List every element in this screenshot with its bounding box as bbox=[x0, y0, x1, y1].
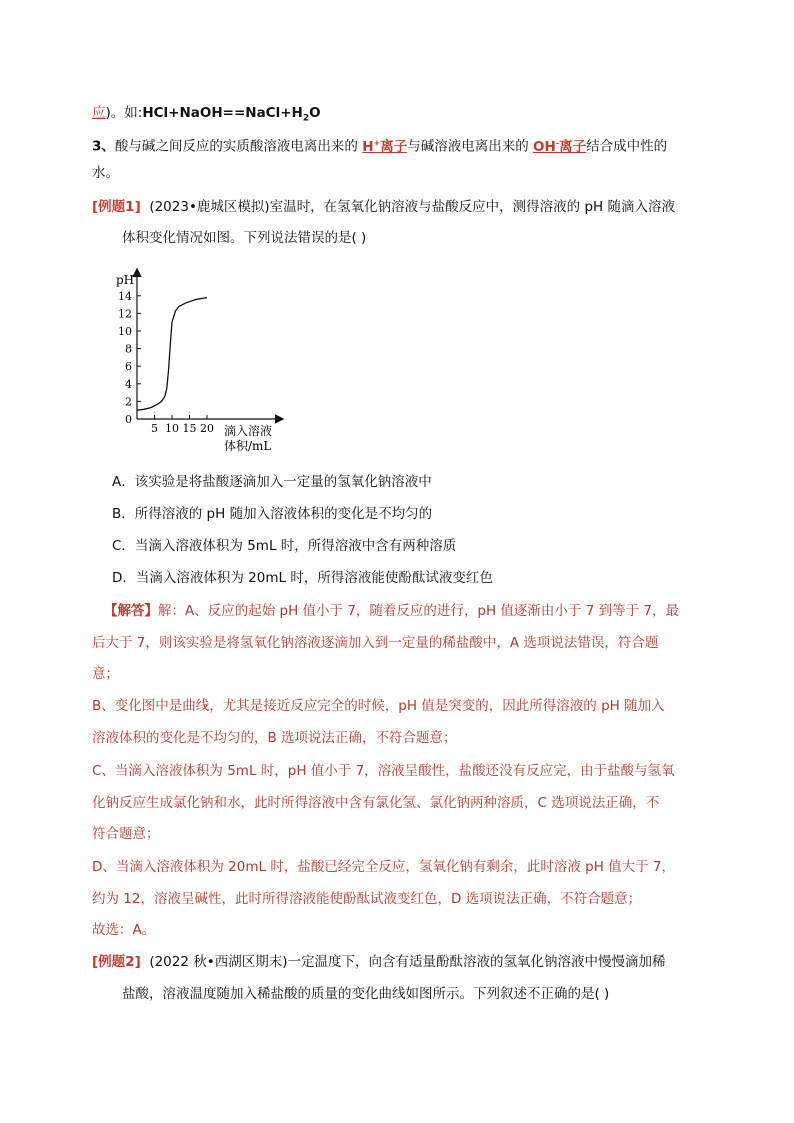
answer-line-11: 故选：A。 bbox=[92, 922, 156, 938]
y-tick-label: 0 bbox=[125, 413, 132, 426]
y-tick-label: 4 bbox=[125, 377, 132, 391]
formula: $HCl+NaOH==NaCl+H_2O$ bbox=[142, 105, 321, 124]
intro-text: )。如: bbox=[105, 105, 143, 121]
point-number: 3、 bbox=[92, 138, 115, 155]
option-d: D．当滴入溶液体积为 20mL 时，所得溶液能使酚酞试液变红色 bbox=[112, 570, 493, 586]
x-axis-label-line1: 滴入溶液 bbox=[224, 424, 273, 438]
answer-line-4: B、变化图中是曲线，尤其是接近反应完全的时候，pH 值是突变的，因此所得溶液的 pH 随加入 bbox=[92, 698, 665, 714]
x-axis-label-line2: 体积/mL bbox=[224, 439, 272, 453]
ph-curve bbox=[137, 298, 207, 411]
option-c: C．当滴入溶液体积为 5mL 时，所得溶液中含有两种溶质 bbox=[112, 538, 457, 554]
answer-line-3: 意； bbox=[92, 666, 119, 682]
answer-line-8: 符合题意； bbox=[92, 826, 160, 842]
option-a: A．该实验是将盐酸逐滴加入一定量的氢氧化钠溶液中 bbox=[112, 474, 432, 490]
option-b: B．所得溶液的 pH 随加入溶液体积的变化是不均匀的 bbox=[112, 506, 433, 522]
example-1-line2: 体积变化情况如图。下列说法错误的是( ) bbox=[122, 230, 367, 246]
y-tick-label: 10 bbox=[118, 325, 132, 338]
example-2-line2: 盐酸，溶液温度随加入稀盐酸的质量的变化曲线如图所示。下列叙述不正确的是( ) bbox=[122, 986, 610, 1002]
h-ion-answer: H+离子 bbox=[362, 138, 408, 155]
example-2-tag: [例题2] bbox=[92, 954, 141, 970]
example-2-text: (2022 秋•西湖区期末)一定温度下，向含有适量酚酞溶液的氢氧化钠溶液中慢慢滴加稀 bbox=[149, 954, 666, 970]
answer-line-5: 溶液体积的变化是不均匀的，B 选项说法正确，不符合题意； bbox=[92, 730, 457, 746]
answer-line-9: D、当滴入溶液体积为 20mL 时，盐酸已经完全反应，氢氧化钠有剩余，此时溶液 pH 值大于 7， bbox=[92, 859, 676, 875]
y-tick-label: 2 bbox=[125, 395, 132, 409]
y-tick-label: 8 bbox=[125, 342, 132, 356]
point-text-b: 与碱溶液电离出来的 bbox=[407, 138, 534, 155]
x-tick-label: 5 bbox=[151, 422, 158, 435]
answer-line-7: 化钠反应生成氯化钠和水，此时所得溶液中含有氯化氢、氯化钠两种溶质，C 选项说法正确，不 bbox=[92, 795, 660, 811]
y-axis-label: pH bbox=[116, 273, 135, 287]
y-tick-label: 12 bbox=[118, 307, 132, 321]
answer-line-2: 后大于 7，则该实验是将氢氧化钠溶液逐滴加入到一定量的稀盐酸中，A 选项说法错误，符合题 bbox=[92, 635, 659, 651]
y-tick-label: 6 bbox=[125, 360, 132, 374]
answer-line-1: 【解答】解：A、反应的起始 pH 值小于 7，随着反应的进行，pH 值逐渐由小于 7 到等于 7，最 bbox=[104, 603, 679, 619]
intro-line bbox=[92, 104, 321, 128]
y-tick-label: 14 bbox=[118, 289, 132, 303]
x-tick-label: 15 bbox=[182, 422, 197, 435]
example-2-line1 bbox=[92, 953, 665, 971]
example-1-line1 bbox=[92, 198, 675, 216]
x-tick-label: 20 bbox=[200, 422, 214, 435]
underlined-fragment: 应 bbox=[92, 105, 106, 121]
answer-tag: 【解答】 bbox=[104, 603, 158, 619]
example-1-tag: [例题1] bbox=[92, 199, 141, 215]
x-tick-label: 10 bbox=[165, 422, 179, 435]
answer-line-6: C、当滴入溶液体积为 5mL 时，pH 值小于 7，溶液呈酸性，盐酸还没有反应完，由于盐酸与氢氧 bbox=[92, 763, 675, 779]
example-1-text: (2023•鹿城区模拟)室温时，在氢氧化钠溶液与盐酸反应中，测得溶液的 pH 随滴入溶液 bbox=[149, 199, 675, 215]
point-text-c: 结合成中性的 bbox=[586, 138, 668, 155]
point-3-line1 bbox=[92, 134, 667, 156]
answer-line-10: 约为 12，溶液呈碱性，此时所得溶液能使酚酞试液变红色，D 选项说法正确，不符合题意； bbox=[92, 891, 642, 907]
oh-ion-answer: OH-离子 bbox=[533, 138, 587, 155]
point-text-a: 酸与碱之间反应的实质酸溶液电离出来的 bbox=[114, 138, 363, 155]
point-3-line2: 水。 bbox=[92, 165, 119, 181]
ph-chart bbox=[110, 262, 310, 462]
